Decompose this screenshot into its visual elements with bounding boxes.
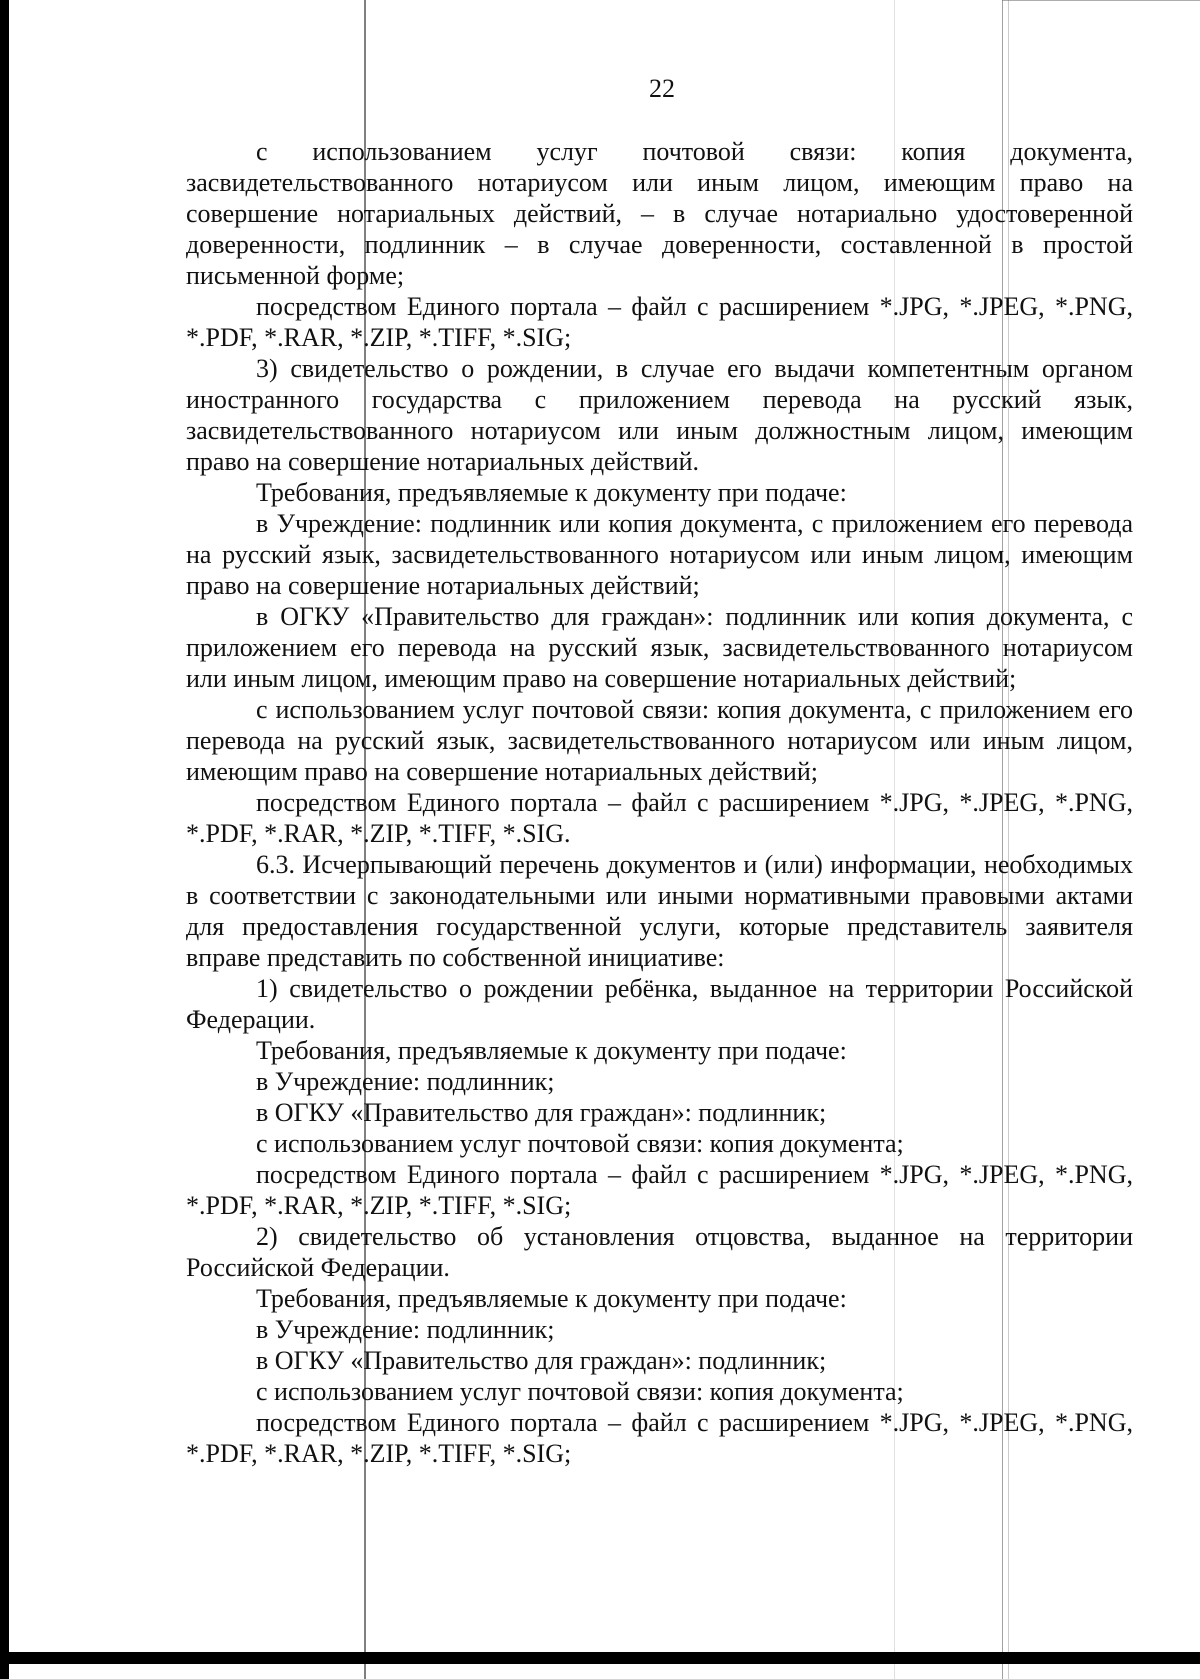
paragraph: с использованием услуг почтовой связи: копия документа, с приложением его перевода на русский язык, засвидетельствованного нотариусом или иным лицом, имеющим право на совершение нотариальных действий; [186, 695, 1133, 786]
scan-corner-mark [1002, 0, 1200, 1]
paragraph: 3) свидетельство о рождении, в случае его выдачи компетентным органом иностранного государства с приложением перевода на русский язык, засвидетельствованного нотариусом или иным должностным лицом, имеющим право на совершение нотариальных действий. [186, 354, 1133, 476]
paragraph: посредством Единого портала – файл с расширением *.JPG, *.JPEG, *.PNG, *.PDF, *.RAR, *.ZIP, *.TIFF, *.SIG; [186, 1408, 1133, 1468]
paragraph: в ОГКУ «Правительство для граждан»: подлинник; [256, 1098, 827, 1127]
paragraph: с использованием услуг почтовой связи: копия документа, засвидетельствованного нотариусом или иным лицом, имеющим право на совершение нотариальных действий, – в случае нотариально удостоверенной доверенности, подлинник – в случае доверенности, составленной в простой письменной форме; [186, 137, 1133, 290]
paragraph: с использованием услуг почтовой связи: копия документа; [256, 1129, 904, 1158]
paragraph: в Учреждение: подлинник; [256, 1315, 555, 1344]
paragraph: 1) свидетельство о рождении ребёнка, выданное на территории Российской Федерации. [186, 974, 1133, 1034]
page-number: 22 [649, 74, 675, 103]
paragraph: с использованием услуг почтовой связи: копия документа; [256, 1377, 904, 1406]
paragraph: 6.3. Исчерпывающий перечень документов и (или) информации, необходимых в соответствии с законодательными или иными нормативными правовыми актами для предоставления государственной услуги, которые представитель заявителя вправе представить по собственной инициативе: [186, 850, 1133, 972]
paragraph: Требования, предъявляемые к документу при подаче: [256, 478, 847, 507]
paragraph: 2) свидетельство об установления отцовства, выданное на территории Российской Федерации. [186, 1222, 1133, 1282]
paragraph: в Учреждение: подлинник или копия документа, с приложением его перевода на русский язык, засвидетельствованного нотариусом или иным лицом, имеющим право на совершение нотариальных действий; [186, 509, 1133, 600]
paragraph: в Учреждение: подлинник; [256, 1067, 555, 1096]
paragraph: Требования, предъявляемые к документу при подаче: [256, 1284, 847, 1313]
paragraph: посредством Единого портала – файл с расширением *.JPG, *.JPEG, *.PNG, *.PDF, *.RAR, *.ZIP, *.TIFF, *.SIG; [186, 292, 1133, 352]
document-body [186, 136, 1133, 1469]
paragraph: посредством Единого портала – файл с расширением *.JPG, *.JPEG, *.PNG, *.PDF, *.RAR, *.ZIP, *.TIFF, *.SIG. [186, 788, 1133, 848]
scan-border-bottom [0, 1652, 1200, 1664]
scan-border-left [0, 0, 9, 1679]
paragraph: в ОГКУ «Правительство для граждан»: подлинник; [256, 1346, 827, 1375]
paragraph: посредством Единого портала – файл с расширением *.JPG, *.JPEG, *.PNG, *.PDF, *.RAR, *.ZIP, *.TIFF, *.SIG; [186, 1160, 1133, 1220]
paragraph: в ОГКУ «Правительство для граждан»: подлинник или копия документа, с приложением его перевода на русский язык, засвидетельствованного нотариусом или иным лицом, имеющим право на совершение нотариальных действий; [186, 602, 1133, 693]
paragraph: Требования, предъявляемые к документу при подаче: [256, 1036, 847, 1065]
